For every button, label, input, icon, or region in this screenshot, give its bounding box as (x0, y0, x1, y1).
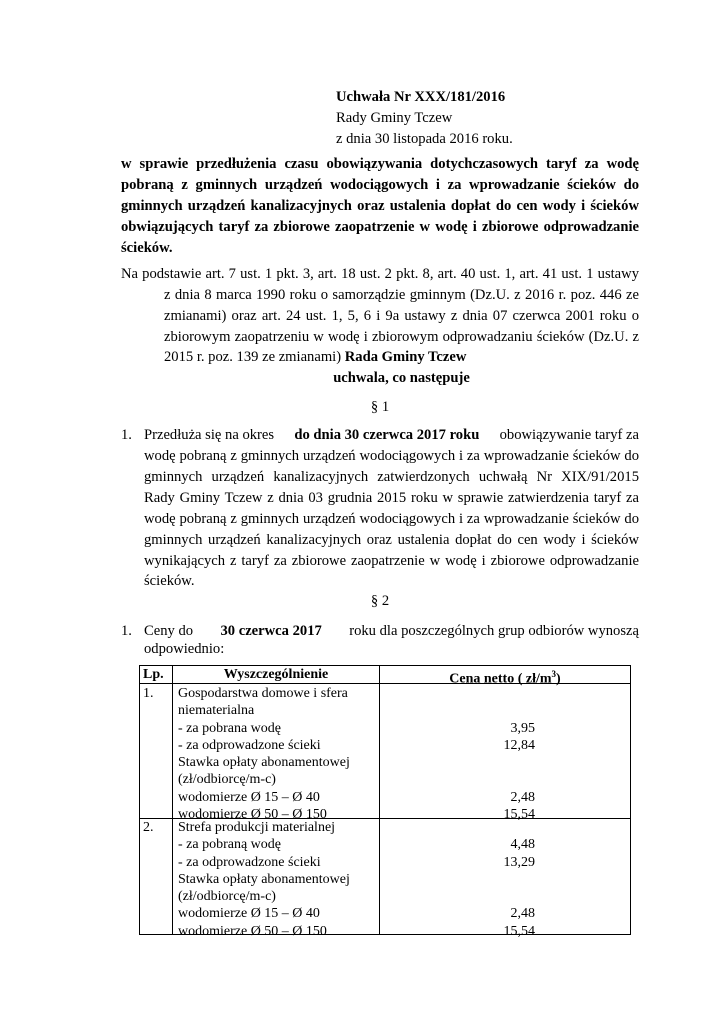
value-cell: 2,48 (510, 906, 535, 922)
header-price-text: Cena netto ( zł/m (449, 671, 552, 687)
table-border (172, 665, 173, 935)
table-border (630, 665, 631, 935)
desc-line: Strefa produkcji materialnej (178, 820, 336, 835)
section1-line: gminnych urządzeń kanalizacyjnych zatwierdzonych uchwałą Nr XIX/91/2015 (144, 469, 639, 485)
value-cell: 13,29 (503, 854, 535, 870)
value-cell: 15,54 (503, 923, 535, 939)
price-table (139, 665, 631, 939)
section1-line: wynikających z taryf za zbiorowe zaopatrzenie w wodę i zbiorowe odprowadzanie (144, 553, 639, 569)
section2-date-bold: 30 czerwca 2017 (220, 623, 322, 639)
basis-line: Na podstawie art. 7 ust. 1 pkt. 3, art. 18 ust. 2 pkt. 8, art. 40 ust. 1, art. 41 ust. 1 ustawy (121, 266, 639, 282)
header-price-sup: 3 (551, 669, 557, 679)
desc-line: niematerialna (178, 703, 255, 719)
header-price-end: ) (556, 671, 561, 687)
desc-line: - za pobrana wodę (178, 720, 282, 736)
section1-first-line (144, 426, 639, 445)
value-cell (493, 771, 535, 788)
desc-line: Gospodarstwa domowe i sfera (178, 686, 348, 701)
council-bold: Rada Gminy Tczew (344, 349, 467, 365)
section1-text-a: Przedłuża się na okres (144, 427, 275, 443)
value-cell (493, 871, 535, 888)
desc-line: - za odprowadzone ścieki (178, 854, 321, 870)
section1-line: gminnych urządzeń kanalizacyjnych oraz ustalenia dopłat do cen wody i ścieków (144, 532, 639, 548)
desc-line: wodomierze Ø 15 – Ø 40 (178, 789, 320, 805)
header-desc: Wyszczególnienie (223, 667, 329, 682)
desc-line: wodomierze Ø 15 – Ø 40 (178, 906, 320, 922)
section1-date-bold: do dnia 30 czerwca 2017 roku (294, 427, 480, 443)
basis-line: zmianami) oraz art. 24 ust. 1, 5, 6 i 9a ustawy z dnia 07 czerwca 2001 roku o (164, 308, 639, 324)
section-mark-1: § 1 (370, 399, 390, 415)
subject-line: pobraną z gminnych urządzeń wodociągowych i za wprowadzanie ścieków do (121, 177, 639, 193)
basis-line: z dnia 8 marca 1990 roku o samorządzie gminnym (Dz.U. z 2016 r. poz. 446 ze (164, 287, 639, 303)
row2-desc (178, 819, 350, 940)
value-cell: 2,48 (510, 789, 535, 805)
section1-text-c: obowiązywanie taryf za (499, 427, 639, 443)
desc-line: (zł/odbiorcę/m-c) (178, 772, 276, 788)
table-border (139, 665, 140, 935)
council-name: Rady Gminy Tczew (336, 110, 453, 126)
section1-line: Rady Gminy Tczew z dnia 03 grudnia 2015 roku w sprawie zatwierdzenia taryf za (144, 490, 639, 506)
section1-line: wodę pobraną z gminnych urządzeń wodociągowych i za wprowadzanie ścieków do (144, 511, 639, 527)
section2-line2: odpowiednio: (144, 641, 225, 657)
value-cell (493, 685, 535, 702)
row2-values (493, 819, 535, 940)
desc-line: - za odprowadzone ścieki (178, 737, 321, 753)
desc-line: wodomierze Ø 50 – Ø 150 (178, 807, 327, 823)
value-cell (493, 819, 535, 836)
desc-line: (zł/odbiorcę/m-c) (178, 889, 276, 905)
desc-line: - za pobraną wodę (178, 837, 282, 853)
basis-line: zbiorowym zaopatrzeniu w wodę i zbiorowym odprowadzaniu ścieków (Dz.U. z (164, 329, 639, 345)
desc-line: Stawka opłaty abonamentowej (178, 871, 350, 887)
subject-line: gminnych urządzeń kanalizacyjnych oraz ustalenia dopłat do cen wody i ścieków (121, 198, 639, 214)
value-cell: 3,95 (510, 720, 535, 736)
subject-line: obwiązujących taryf za zbiorowe zaopatrzenie w wodę i zbiorowe odprowadzanie (121, 219, 639, 235)
value-cell (493, 888, 535, 905)
row2-lp: 2. (143, 820, 154, 835)
resolution-title: Uchwała Nr XXX/181/2016 (336, 89, 506, 105)
row1-values (493, 685, 535, 823)
resolution-date: z dnia 30 listopada 2016 roku. (336, 131, 513, 147)
section2-first-line (144, 622, 639, 641)
section1-line: wodę pobraną z gminnych urządzeń wodociągowych i za wprowadzanie ścieków do (144, 448, 639, 464)
row1-lp: 1. (143, 686, 154, 701)
subject-line: w sprawie przedłużenia czasu obowiązywania dotychczasowych taryf za wodę (121, 156, 639, 172)
basis-text: 2015 r. poz. 139 ze zmianami) (164, 349, 342, 365)
value-cell: 4,48 (510, 837, 535, 853)
section2-text-c: roku dla poszczególnych grup odbiorów wynoszą (349, 623, 639, 639)
table-border (379, 665, 380, 935)
section-mark-2: § 2 (370, 593, 390, 609)
value-cell: 15,54 (503, 807, 535, 823)
desc-line: Stawka opłaty abonamentowej (178, 755, 350, 771)
section2-text-a: Ceny do (144, 623, 194, 639)
value-cell (493, 754, 535, 771)
item-number: 1. (121, 427, 132, 443)
value-cell: 12,84 (503, 737, 535, 753)
desc-line: wodomierze Ø 50 – Ø 150 (178, 923, 327, 939)
row1-desc (178, 685, 350, 823)
basis-line-last (164, 348, 466, 367)
resolves-line: uchwala, co następuje (333, 370, 470, 386)
item-number: 1. (121, 623, 132, 639)
section1-line-last: ścieków. (144, 573, 195, 589)
header-lp: Lp. (143, 667, 164, 682)
subject-line: ścieków. (121, 240, 173, 256)
value-cell (493, 702, 535, 719)
